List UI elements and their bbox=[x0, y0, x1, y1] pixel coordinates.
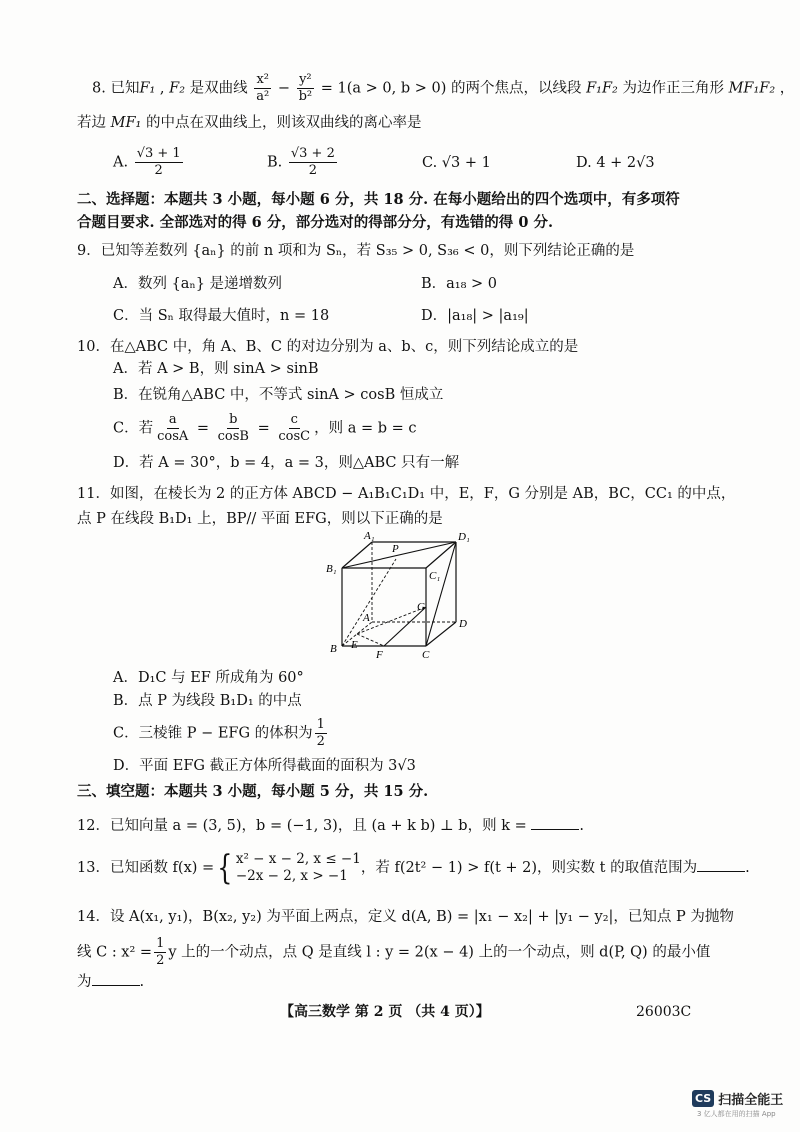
q14-frac: $\frac{1}{2}$ bbox=[156, 936, 165, 968]
q11-option-b: B．点 P 为线段 B₁D₁ 的中点 bbox=[113, 693, 302, 709]
q14-line2: 线 C : x² = $\frac{1}{2}$ y 上的一个动点，点 Q 是直线 l : y = 2(x − 4) 上的一个动点，则 d(P, Q) 的最小值 bbox=[77, 936, 711, 968]
seg-e-f bbox=[357, 634, 384, 646]
label-b1: B₁ bbox=[326, 563, 337, 575]
scanner-logo-subtitle: 3 亿人都在用的扫描 App bbox=[697, 1110, 776, 1118]
label-e: E bbox=[351, 639, 358, 651]
answer-blank bbox=[92, 971, 140, 986]
answer-blank bbox=[697, 857, 745, 872]
q8-b-frac: $\frac{√3 + 2}{2}$ bbox=[290, 146, 335, 178]
q8-frac-x: $\frac{\text{x²}}{\text{a²}}$ bbox=[256, 72, 270, 104]
label-d: D bbox=[459, 618, 467, 630]
q10-option-a: A．若 A > B，则 sinA > sinB bbox=[113, 361, 319, 377]
q13: 13．已知函数 f(x) = { x² − x − 2, x ≤ −1 −2x − 2, x > −1 ，若 f(2t² − 1) > f(t + 2)，则实数 t 的取值范围为 . bbox=[77, 848, 750, 888]
q8-option-b: B. $\frac{√3 + 2}{2}$ bbox=[267, 146, 335, 178]
answer-blank bbox=[531, 815, 579, 830]
edge-c-d bbox=[426, 622, 456, 646]
q8-option-d: D. 4 + 2√3 bbox=[576, 155, 655, 171]
q11-option-c: C．三棱锥 P − EFG 的体积为 $\frac{1}{2}$ bbox=[113, 717, 325, 749]
q9-option-b: B．a₁₈ > 0 bbox=[421, 276, 498, 292]
q8-a-frac: $\frac{√3 + 1}{2}$ bbox=[136, 146, 181, 178]
q14-line1: 14．设 A(x₁, y₁)，B(x₂, y₂) 为平面上两点，定义 d(A, B) = |x₁ − x₂| + |y₁ − y₂|，已知点 P 为抛物 bbox=[77, 909, 734, 925]
q8-line1: 8. 已知F₁ , F₂ 是双曲线 $\frac{\text{x²}}{\text{a²}}$ − $\frac{\text{y²}}{\text{b²}}$ = 1(a > 0, b > 0) 的两个焦点，以线段 F₁F₂ 为边作正三角形 MF₁F₂ ， bbox=[92, 72, 795, 104]
exam-code: 26003C bbox=[636, 1004, 692, 1020]
q9-stem: 9．已知等差数列 {aₙ} 的前 n 项和为 Sₙ，若 S₃₅ > 0, S₃₆ < 0，则下列结论正确的是 bbox=[77, 243, 635, 259]
label-d1: D₁ bbox=[458, 531, 470, 543]
q10-frac-a: $\frac{a}{\cos A}$ bbox=[157, 412, 189, 444]
label-a: A bbox=[363, 612, 370, 624]
q9-option-d: D．|a₁₈| > |a₁₉| bbox=[421, 308, 529, 324]
q9-option-c: C．当 Sₙ 取得最大值时，n = 18 bbox=[113, 308, 330, 324]
q8-option-c: C. √3 + 1 bbox=[422, 155, 491, 171]
q10-option-c: C．若 $\frac{a}{\cos A}$ = $\frac{b}{\cos B}$ = $\frac{c}{\cos C}$ ，则 a = b = c bbox=[113, 412, 417, 444]
q10-option-d: D．若 A = 30°，b = 4，a = 3，则△ABC 只有一解 bbox=[113, 455, 460, 471]
section2-header-line1: 二、选择题：本题共 3 小题，每小题 6 分，共 18 分. 在每小题给出的四个选项中，有多项符 bbox=[77, 191, 680, 208]
q10-stem: 10．在△ABC 中，角 A、B、C 的对边分别为 a、b、c，则下列结论成立的是 bbox=[77, 339, 579, 355]
q10-option-b: B．在锐角△ABC 中，不等式 sinA > cosB 恒成立 bbox=[113, 387, 444, 403]
scanner-logo: CS 扫描全能王 bbox=[692, 1089, 783, 1108]
q9-option-a: A．数列 {aₙ} 是递增数列 bbox=[113, 276, 283, 292]
q10-frac-b: $\frac{b}{\cos B}$ bbox=[217, 412, 249, 444]
q11-option-a: A．D₁C 与 EF 所成角为 60° bbox=[113, 670, 304, 686]
label-c: C bbox=[422, 649, 430, 661]
label-b: B bbox=[330, 643, 337, 655]
q8-line2: 若边 MF₁ 的中点在双曲线上，则该双曲线的离心率是 bbox=[77, 115, 422, 131]
q11-stem-line1: 11．如图，在棱长为 2 的正方体 ABCD − A₁B₁C₁D₁ 中，E，F，G 分别是 AB，BC，CC₁ 的中点， bbox=[77, 486, 736, 502]
q8-frac-y: $\frac{\text{y²}}{\text{b²}}$ bbox=[298, 72, 313, 104]
label-g: G bbox=[417, 601, 425, 613]
q11-option-d: D．平面 EFG 截正方体所得截面的面积为 3√3 bbox=[113, 758, 416, 774]
q11-c-frac: $\frac{1}{2}$ bbox=[316, 717, 325, 749]
page-footer: 【高三数学 第 2 页 （共 4 页）】 bbox=[280, 1004, 490, 1020]
q14-line3: 为 . bbox=[77, 971, 144, 993]
diag-d1-c bbox=[426, 542, 456, 646]
label-f: F bbox=[376, 649, 383, 661]
seg-b-p bbox=[342, 559, 396, 646]
q12: 12．已知向量 a = (3, 5)，b = (−1, 3)，且 (a + k b) ⊥ b，则 k = . bbox=[77, 815, 584, 837]
q8-option-a: A. $\frac{√3 + 1}{2}$ bbox=[113, 146, 181, 178]
cube-figure bbox=[318, 526, 478, 662]
section3-header: 三、填空题：本题共 3 小题，每小题 5 分，共 15 分. bbox=[77, 783, 429, 800]
label-c1: C₁ bbox=[429, 570, 441, 582]
q10-frac-c: $\frac{c}{\cos C}$ bbox=[278, 412, 311, 444]
piecewise-brace: { x² − x − 2, x ≤ −1 −2x − 2, x > −1 bbox=[217, 848, 361, 888]
label-a1: A₁ bbox=[364, 530, 375, 542]
section2-header-line2: 合题目要求. 全部选对的得 6 分，部分选对的得部分分，有选错的得 0 分. bbox=[77, 214, 554, 231]
diag-b1-d1 bbox=[342, 542, 456, 568]
q11-stem-line2: 点 P 在线段 B₁D₁ 上，BP// 平面 EFG，则以下正确的是 bbox=[77, 511, 443, 527]
label-p: P bbox=[392, 543, 399, 555]
